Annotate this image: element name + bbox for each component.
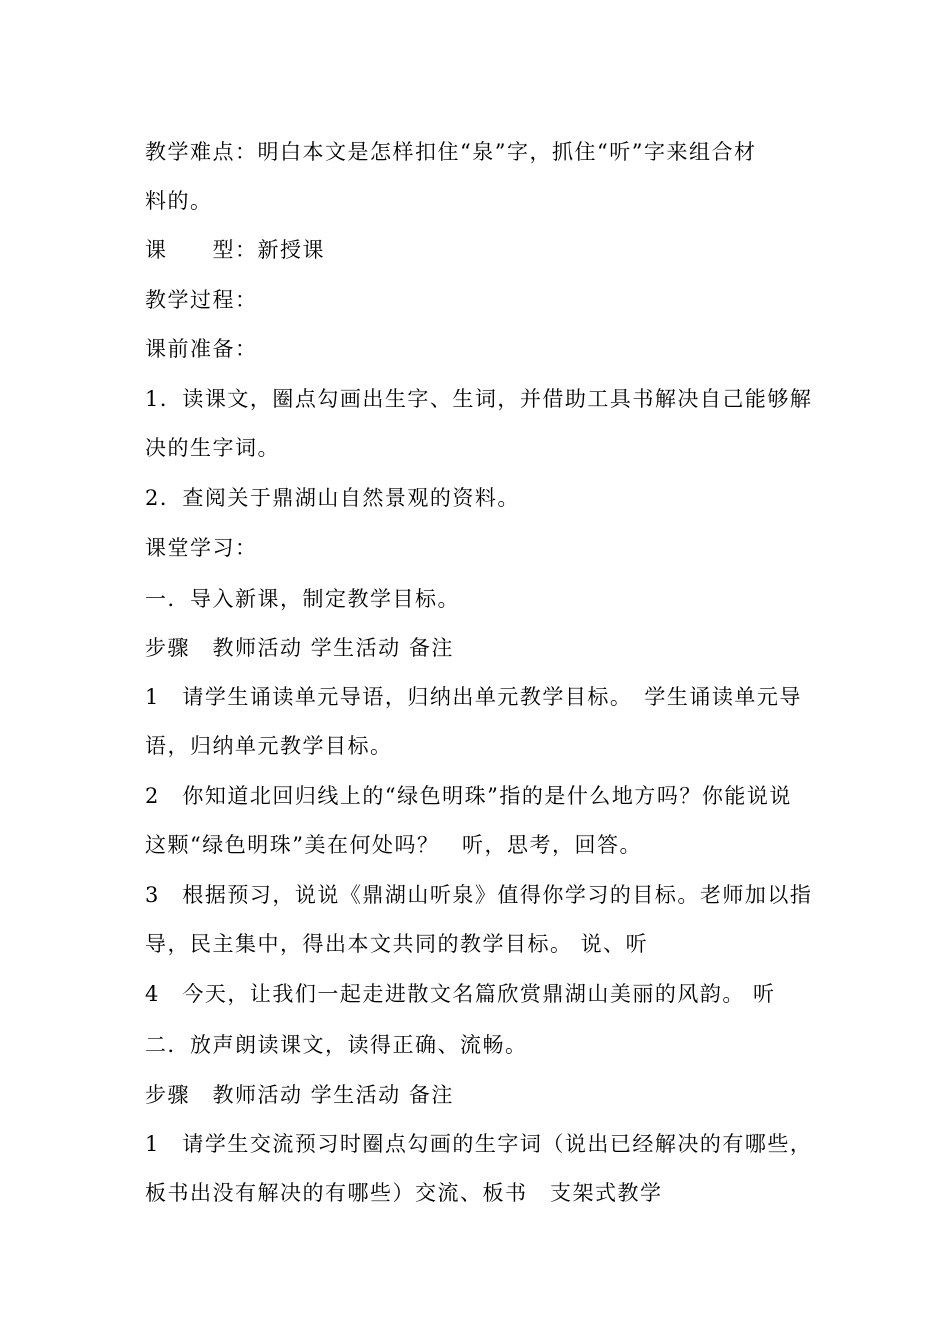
text-line: 教学难点：明白本文是怎样扣住“泉”字，抓住“听”字来组合材 (145, 140, 757, 164)
text-line: 1 请学生诵读单元导语，归纳出单元教学目标。 学生诵读单元导 (145, 685, 802, 709)
text-line: 一．导入新课，制定教学目标。 (145, 587, 460, 611)
text-line: 板书出没有解决的有哪些）交流、板书 支架式教学 (145, 1181, 663, 1205)
text-line: 课前准备： (145, 337, 258, 361)
text-line: 步骤 教师活动 学生活动 备注 (145, 1083, 454, 1107)
text-line: 1．读课文，圈点勾画出生字、生词，并借助工具书解决自己能够解 (145, 387, 813, 411)
text-line: 1 请学生交流预习时圈点勾画的生字词（说出已经解决的有哪些， (145, 1132, 813, 1156)
text-line: 课 型：新授课 (145, 238, 325, 262)
text-line: 2．查阅关于鼎湖山自然景观的资料。 (145, 486, 520, 510)
text-line: 语，归纳单元教学目标。 (145, 734, 393, 758)
text-line: 步骤 教师活动 学生活动 备注 (145, 636, 454, 660)
text-line: 这颗“绿色明珠”美在何处吗？ 听，思考，回答。 (145, 833, 642, 857)
text-line: 二．放声朗读课文，读得正确、流畅。 (145, 1033, 528, 1057)
text-line: 教学过程： (145, 288, 258, 312)
text-line: 导，民主集中，得出本文共同的教学目标。 说、听 (145, 932, 649, 956)
text-line: 课堂学习： (145, 536, 258, 560)
text-line: 4 今天，让我们一起走进散文名篇欣赏鼎湖山美丽的风韵。 听 (145, 982, 776, 1006)
text-line: 2 你知道北回归线上的“绿色明珠”指的是什么地方吗？你能说说 (145, 784, 792, 808)
text-line: 料的。 (145, 189, 213, 213)
text-line: 决的生字词。 (145, 436, 280, 460)
text-line: 3 根据预习，说说《鼎湖山听泉》值得你学习的目标。老师加以指 (145, 883, 813, 907)
